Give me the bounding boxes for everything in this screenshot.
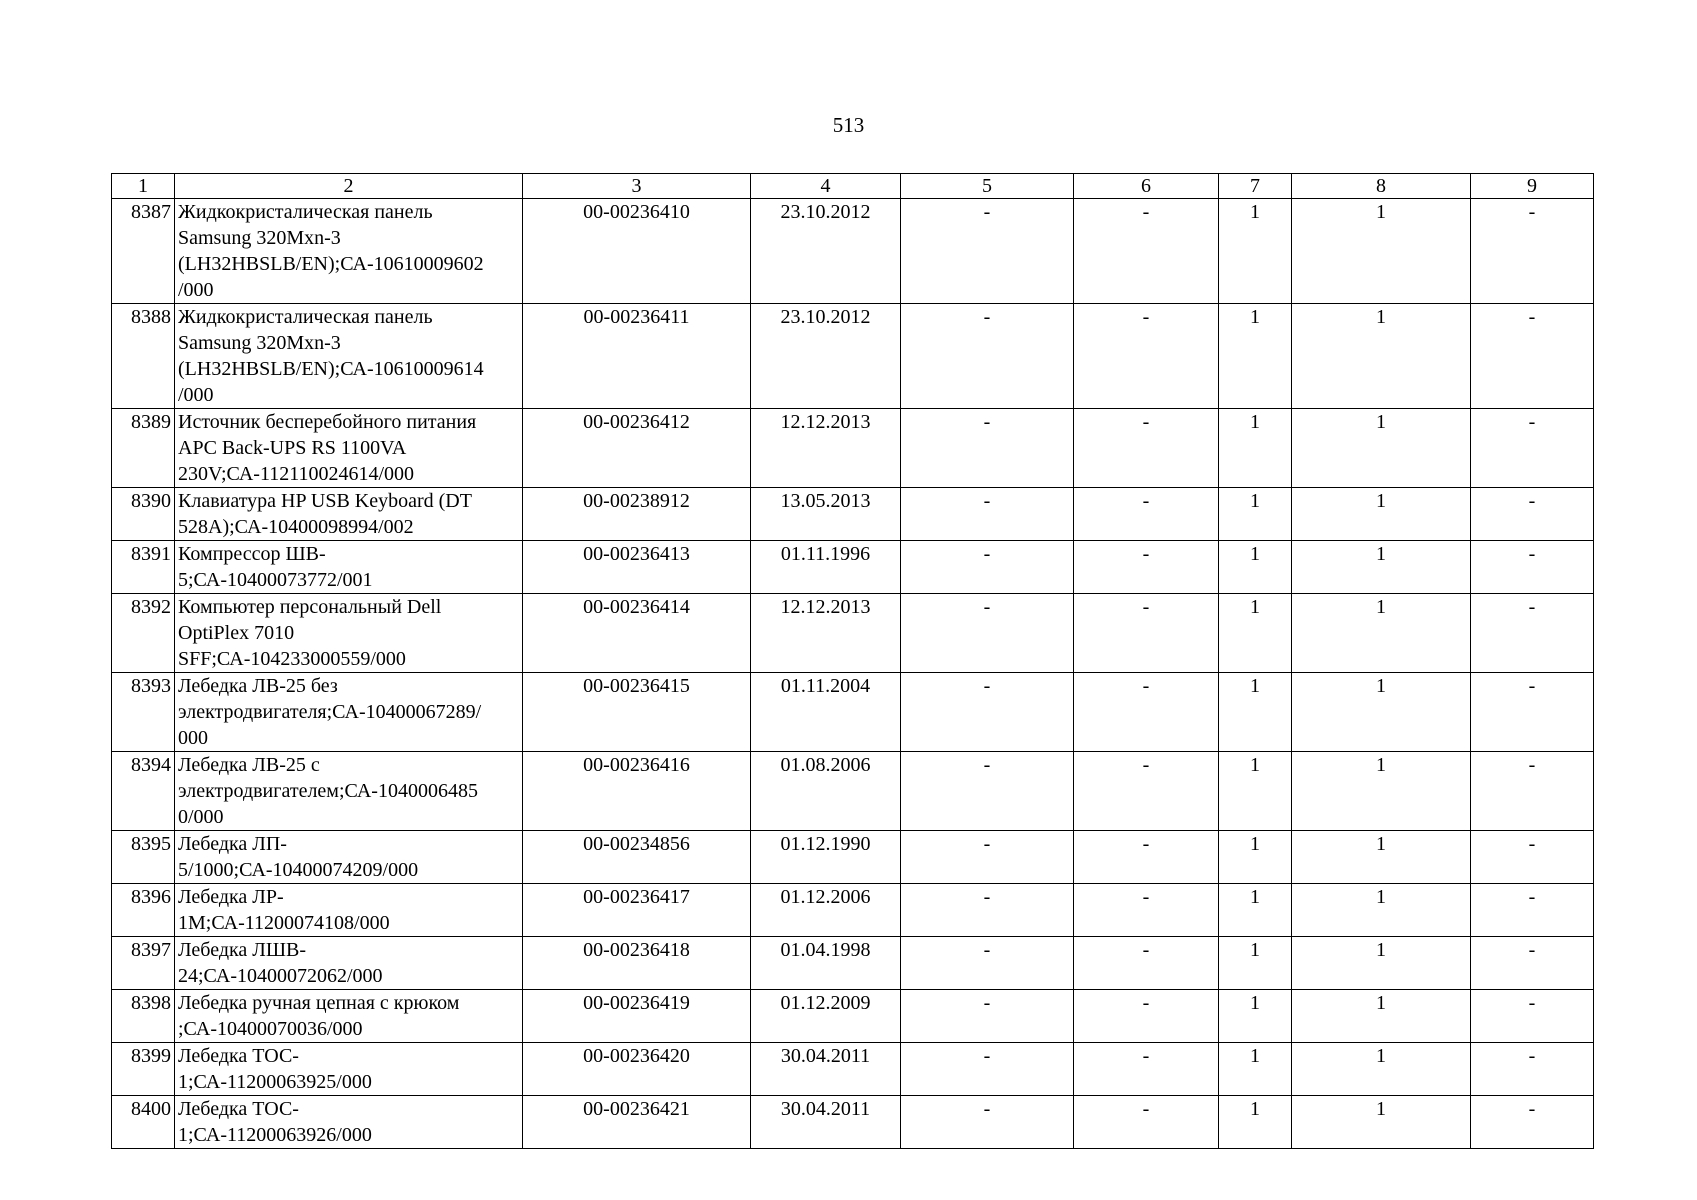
column-header: 5	[901, 174, 1074, 199]
item-name-line: Лебедка ТОС-	[178, 1098, 299, 1120]
inventory-code-cell: 00-00236420	[523, 1043, 751, 1096]
table-row	[112, 937, 1594, 990]
inventory-code-cell: 00-00236414	[523, 594, 751, 673]
item-name-line: Samsung 320Mxn-3	[178, 227, 341, 249]
item-name-line: 1;СА-11200063926/000	[178, 1124, 372, 1146]
column-8-cell: 1	[1292, 594, 1471, 673]
date-cell: 01.11.1996	[751, 541, 901, 594]
column-header: 2	[175, 174, 523, 199]
date-cell: 23.10.2012	[751, 304, 901, 409]
item-name-line: Компрессор ШВ-	[178, 543, 326, 565]
column-8-cell: 1	[1292, 488, 1471, 541]
table-row	[112, 1096, 1594, 1149]
inventory-code-cell: 00-00236415	[523, 673, 751, 752]
item-name-line: 5/1000;СА-10400074209/000	[178, 859, 419, 881]
inventory-code-cell: 00-00236411	[523, 304, 751, 409]
column-7-cell: 1	[1219, 752, 1292, 831]
column-8-cell: 1	[1292, 831, 1471, 884]
item-name-cell	[175, 937, 523, 990]
column-5-cell: -	[901, 304, 1074, 409]
column-header: 1	[112, 174, 175, 199]
column-header: 8	[1292, 174, 1471, 199]
row-number-cell: 8394	[112, 752, 175, 831]
item-name-cell	[175, 673, 523, 752]
page-number: 513	[832, 113, 865, 137]
table-row	[112, 409, 1594, 488]
item-name-line: 1;СА-11200063925/000	[178, 1071, 372, 1093]
column-7-cell: 1	[1219, 884, 1292, 937]
column-6-cell: -	[1074, 594, 1219, 673]
item-name-line: Компьютер персональный Dell	[178, 596, 442, 618]
item-name-line: Лебедка ЛР-	[178, 886, 284, 908]
column-7-cell: 1	[1219, 1043, 1292, 1096]
item-name-line: электродвигателя;СА-10400067289/	[178, 701, 482, 723]
item-name-line: 24;СА-10400072062/000	[178, 965, 383, 987]
table-row	[112, 990, 1594, 1043]
column-6-cell: -	[1074, 1096, 1219, 1149]
item-name-line: SFF;СА-104233000559/000	[178, 648, 406, 670]
table-body	[112, 199, 1594, 1149]
date-cell: 01.12.1990	[751, 831, 901, 884]
inventory-code-cell: 00-00238912	[523, 488, 751, 541]
inventory-code-cell: 00-00236418	[523, 937, 751, 990]
item-name-cell	[175, 752, 523, 831]
item-name-line: 000	[178, 727, 208, 749]
column-6-cell: -	[1074, 937, 1219, 990]
item-name-cell	[175, 1043, 523, 1096]
item-name-line: ;СА-10400070036/000	[178, 1018, 363, 1040]
item-name-line: Лебедка ЛШВ-	[178, 939, 307, 961]
column-7-cell: 1	[1219, 304, 1292, 409]
column-9-cell: -	[1471, 752, 1594, 831]
inventory-code-cell: 00-00236410	[523, 199, 751, 304]
column-6-cell: -	[1074, 673, 1219, 752]
date-cell: 01.08.2006	[751, 752, 901, 831]
item-name-line: APC Back-UPS RS 1100VA	[178, 437, 407, 459]
table-row	[112, 541, 1594, 594]
inventory-code-cell: 00-00236417	[523, 884, 751, 937]
item-name-cell	[175, 199, 523, 304]
item-name-line: Лебедка ЛВ-25 с	[178, 754, 320, 776]
column-8-cell: 1	[1292, 541, 1471, 594]
date-cell: 30.04.2011	[751, 1043, 901, 1096]
column-header: 7	[1219, 174, 1292, 199]
item-name-line: Samsung 320Mxn-3	[178, 332, 341, 354]
column-8-cell: 1	[1292, 884, 1471, 937]
date-cell: 30.04.2011	[751, 1096, 901, 1149]
column-9-cell: -	[1471, 304, 1594, 409]
item-name-line: (LH32HBSLB/EN);СА-10610009614	[178, 358, 484, 380]
item-name-line: Лебедка ТОС-	[178, 1045, 299, 1067]
column-header: 4	[751, 174, 901, 199]
item-name-cell	[175, 1096, 523, 1149]
column-5-cell: -	[901, 541, 1074, 594]
registry-table	[111, 173, 1594, 1149]
column-9-cell: -	[1471, 199, 1594, 304]
column-5-cell: -	[901, 831, 1074, 884]
column-8-cell: 1	[1292, 673, 1471, 752]
column-9-cell: -	[1471, 831, 1594, 884]
column-7-cell: 1	[1219, 831, 1292, 884]
column-6-cell: -	[1074, 831, 1219, 884]
row-number-cell: 8389	[112, 409, 175, 488]
item-name-line: Жидкокристалическая панель	[178, 201, 433, 223]
table-row	[112, 1043, 1594, 1096]
row-number-cell: 8396	[112, 884, 175, 937]
date-cell: 01.11.2004	[751, 673, 901, 752]
column-5-cell: -	[901, 199, 1074, 304]
column-8-cell: 1	[1292, 1043, 1471, 1096]
item-name-cell	[175, 884, 523, 937]
item-name-line: 230V;СА-112110024614/000	[178, 463, 415, 485]
table-row	[112, 304, 1594, 409]
column-6-cell: -	[1074, 990, 1219, 1043]
column-7-cell: 1	[1219, 541, 1292, 594]
column-header: 6	[1074, 174, 1219, 199]
column-5-cell: -	[901, 1043, 1074, 1096]
item-name-line: (LH32HBSLB/EN);СА-10610009602	[178, 253, 484, 275]
inventory-code-cell: 00-00234856	[523, 831, 751, 884]
column-8-cell: 1	[1292, 1096, 1471, 1149]
item-name-cell	[175, 990, 523, 1043]
column-9-cell: -	[1471, 673, 1594, 752]
row-number-cell: 8387	[112, 199, 175, 304]
item-name-line: Лебедка ручная цепная с крюком	[178, 992, 460, 1014]
column-8-cell: 1	[1292, 199, 1471, 304]
column-7-cell: 1	[1219, 409, 1292, 488]
item-name-cell	[175, 541, 523, 594]
row-number-cell: 8393	[112, 673, 175, 752]
item-name-line: /000	[178, 384, 214, 406]
column-header: 3	[523, 174, 751, 199]
item-name-line: /000	[178, 279, 214, 301]
date-cell: 12.12.2013	[751, 594, 901, 673]
row-number-cell: 8400	[112, 1096, 175, 1149]
date-cell: 23.10.2012	[751, 199, 901, 304]
row-number-cell: 8392	[112, 594, 175, 673]
item-name-cell	[175, 831, 523, 884]
date-cell: 01.12.2009	[751, 990, 901, 1043]
column-9-cell: -	[1471, 1096, 1594, 1149]
row-number-cell: 8399	[112, 1043, 175, 1096]
column-8-cell: 1	[1292, 937, 1471, 990]
column-7-cell: 1	[1219, 937, 1292, 990]
column-9-cell: -	[1471, 541, 1594, 594]
item-name-line: 528A);СА-10400098994/002	[178, 516, 414, 538]
column-8-cell: 1	[1292, 990, 1471, 1043]
date-cell: 13.05.2013	[751, 488, 901, 541]
inventory-code-cell: 00-00236421	[523, 1096, 751, 1149]
column-9-cell: -	[1471, 409, 1594, 488]
item-name-cell	[175, 488, 523, 541]
column-7-cell: 1	[1219, 594, 1292, 673]
column-8-cell: 1	[1292, 304, 1471, 409]
item-name-line: 5;СА-10400073772/001	[178, 569, 373, 591]
column-5-cell: -	[901, 884, 1074, 937]
column-7-cell: 1	[1219, 488, 1292, 541]
inventory-code-cell: 00-00236412	[523, 409, 751, 488]
column-6-cell: -	[1074, 304, 1219, 409]
column-5-cell: -	[901, 673, 1074, 752]
row-number-cell: 8398	[112, 990, 175, 1043]
row-number-cell: 8388	[112, 304, 175, 409]
table-row	[112, 752, 1594, 831]
column-header: 9	[1471, 174, 1594, 199]
item-name-line: Источник бесперебойного питания	[178, 411, 477, 433]
column-6-cell: -	[1074, 199, 1219, 304]
inventory-code-cell: 00-00236413	[523, 541, 751, 594]
column-8-cell: 1	[1292, 752, 1471, 831]
item-name-cell	[175, 304, 523, 409]
column-5-cell: -	[901, 752, 1074, 831]
column-6-cell: -	[1074, 1043, 1219, 1096]
column-9-cell: -	[1471, 937, 1594, 990]
item-name-line: OptiPlex 7010	[178, 622, 295, 644]
column-7-cell: 1	[1219, 1096, 1292, 1149]
row-number-cell: 8395	[112, 831, 175, 884]
date-cell: 01.12.2006	[751, 884, 901, 937]
column-6-cell: -	[1074, 884, 1219, 937]
column-9-cell: -	[1471, 1043, 1594, 1096]
item-name-line: электродвигателем;СА-1040006485	[178, 780, 478, 802]
inventory-code-cell: 00-00236419	[523, 990, 751, 1043]
column-5-cell: -	[901, 594, 1074, 673]
column-6-cell: -	[1074, 752, 1219, 831]
row-number-cell: 8391	[112, 541, 175, 594]
inventory-code-cell: 00-00236416	[523, 752, 751, 831]
column-6-cell: -	[1074, 541, 1219, 594]
table-row	[112, 831, 1594, 884]
item-name-line: Жидкокристалическая панель	[178, 306, 433, 328]
column-5-cell: -	[901, 488, 1074, 541]
item-name-line: 0/000	[178, 806, 224, 828]
table-row	[112, 673, 1594, 752]
column-9-cell: -	[1471, 594, 1594, 673]
column-6-cell: -	[1074, 488, 1219, 541]
column-7-cell: 1	[1219, 199, 1292, 304]
date-cell: 12.12.2013	[751, 409, 901, 488]
column-number-header-row	[112, 174, 1594, 199]
row-number-cell: 8397	[112, 937, 175, 990]
item-name-line: Лебедка ЛВ-25 без	[178, 675, 338, 697]
item-name-cell	[175, 409, 523, 488]
item-name-line: Лебедка ЛП-	[178, 833, 287, 855]
table-row	[112, 199, 1594, 304]
date-cell: 01.04.1998	[751, 937, 901, 990]
table-row	[112, 884, 1594, 937]
row-number-cell: 8390	[112, 488, 175, 541]
column-5-cell: -	[901, 990, 1074, 1043]
item-name-line: Клавиатура HP USB Keyboard (DT	[178, 490, 472, 512]
column-5-cell: -	[901, 937, 1074, 990]
column-7-cell: 1	[1219, 990, 1292, 1043]
item-name-line: 1М;СА-11200074108/000	[178, 912, 390, 934]
item-name-cell	[175, 594, 523, 673]
column-9-cell: -	[1471, 884, 1594, 937]
column-9-cell: -	[1471, 488, 1594, 541]
column-6-cell: -	[1074, 409, 1219, 488]
column-7-cell: 1	[1219, 673, 1292, 752]
column-5-cell: -	[901, 409, 1074, 488]
table-row	[112, 488, 1594, 541]
column-5-cell: -	[901, 1096, 1074, 1149]
table-row	[112, 594, 1594, 673]
column-9-cell: -	[1471, 990, 1594, 1043]
column-8-cell: 1	[1292, 409, 1471, 488]
